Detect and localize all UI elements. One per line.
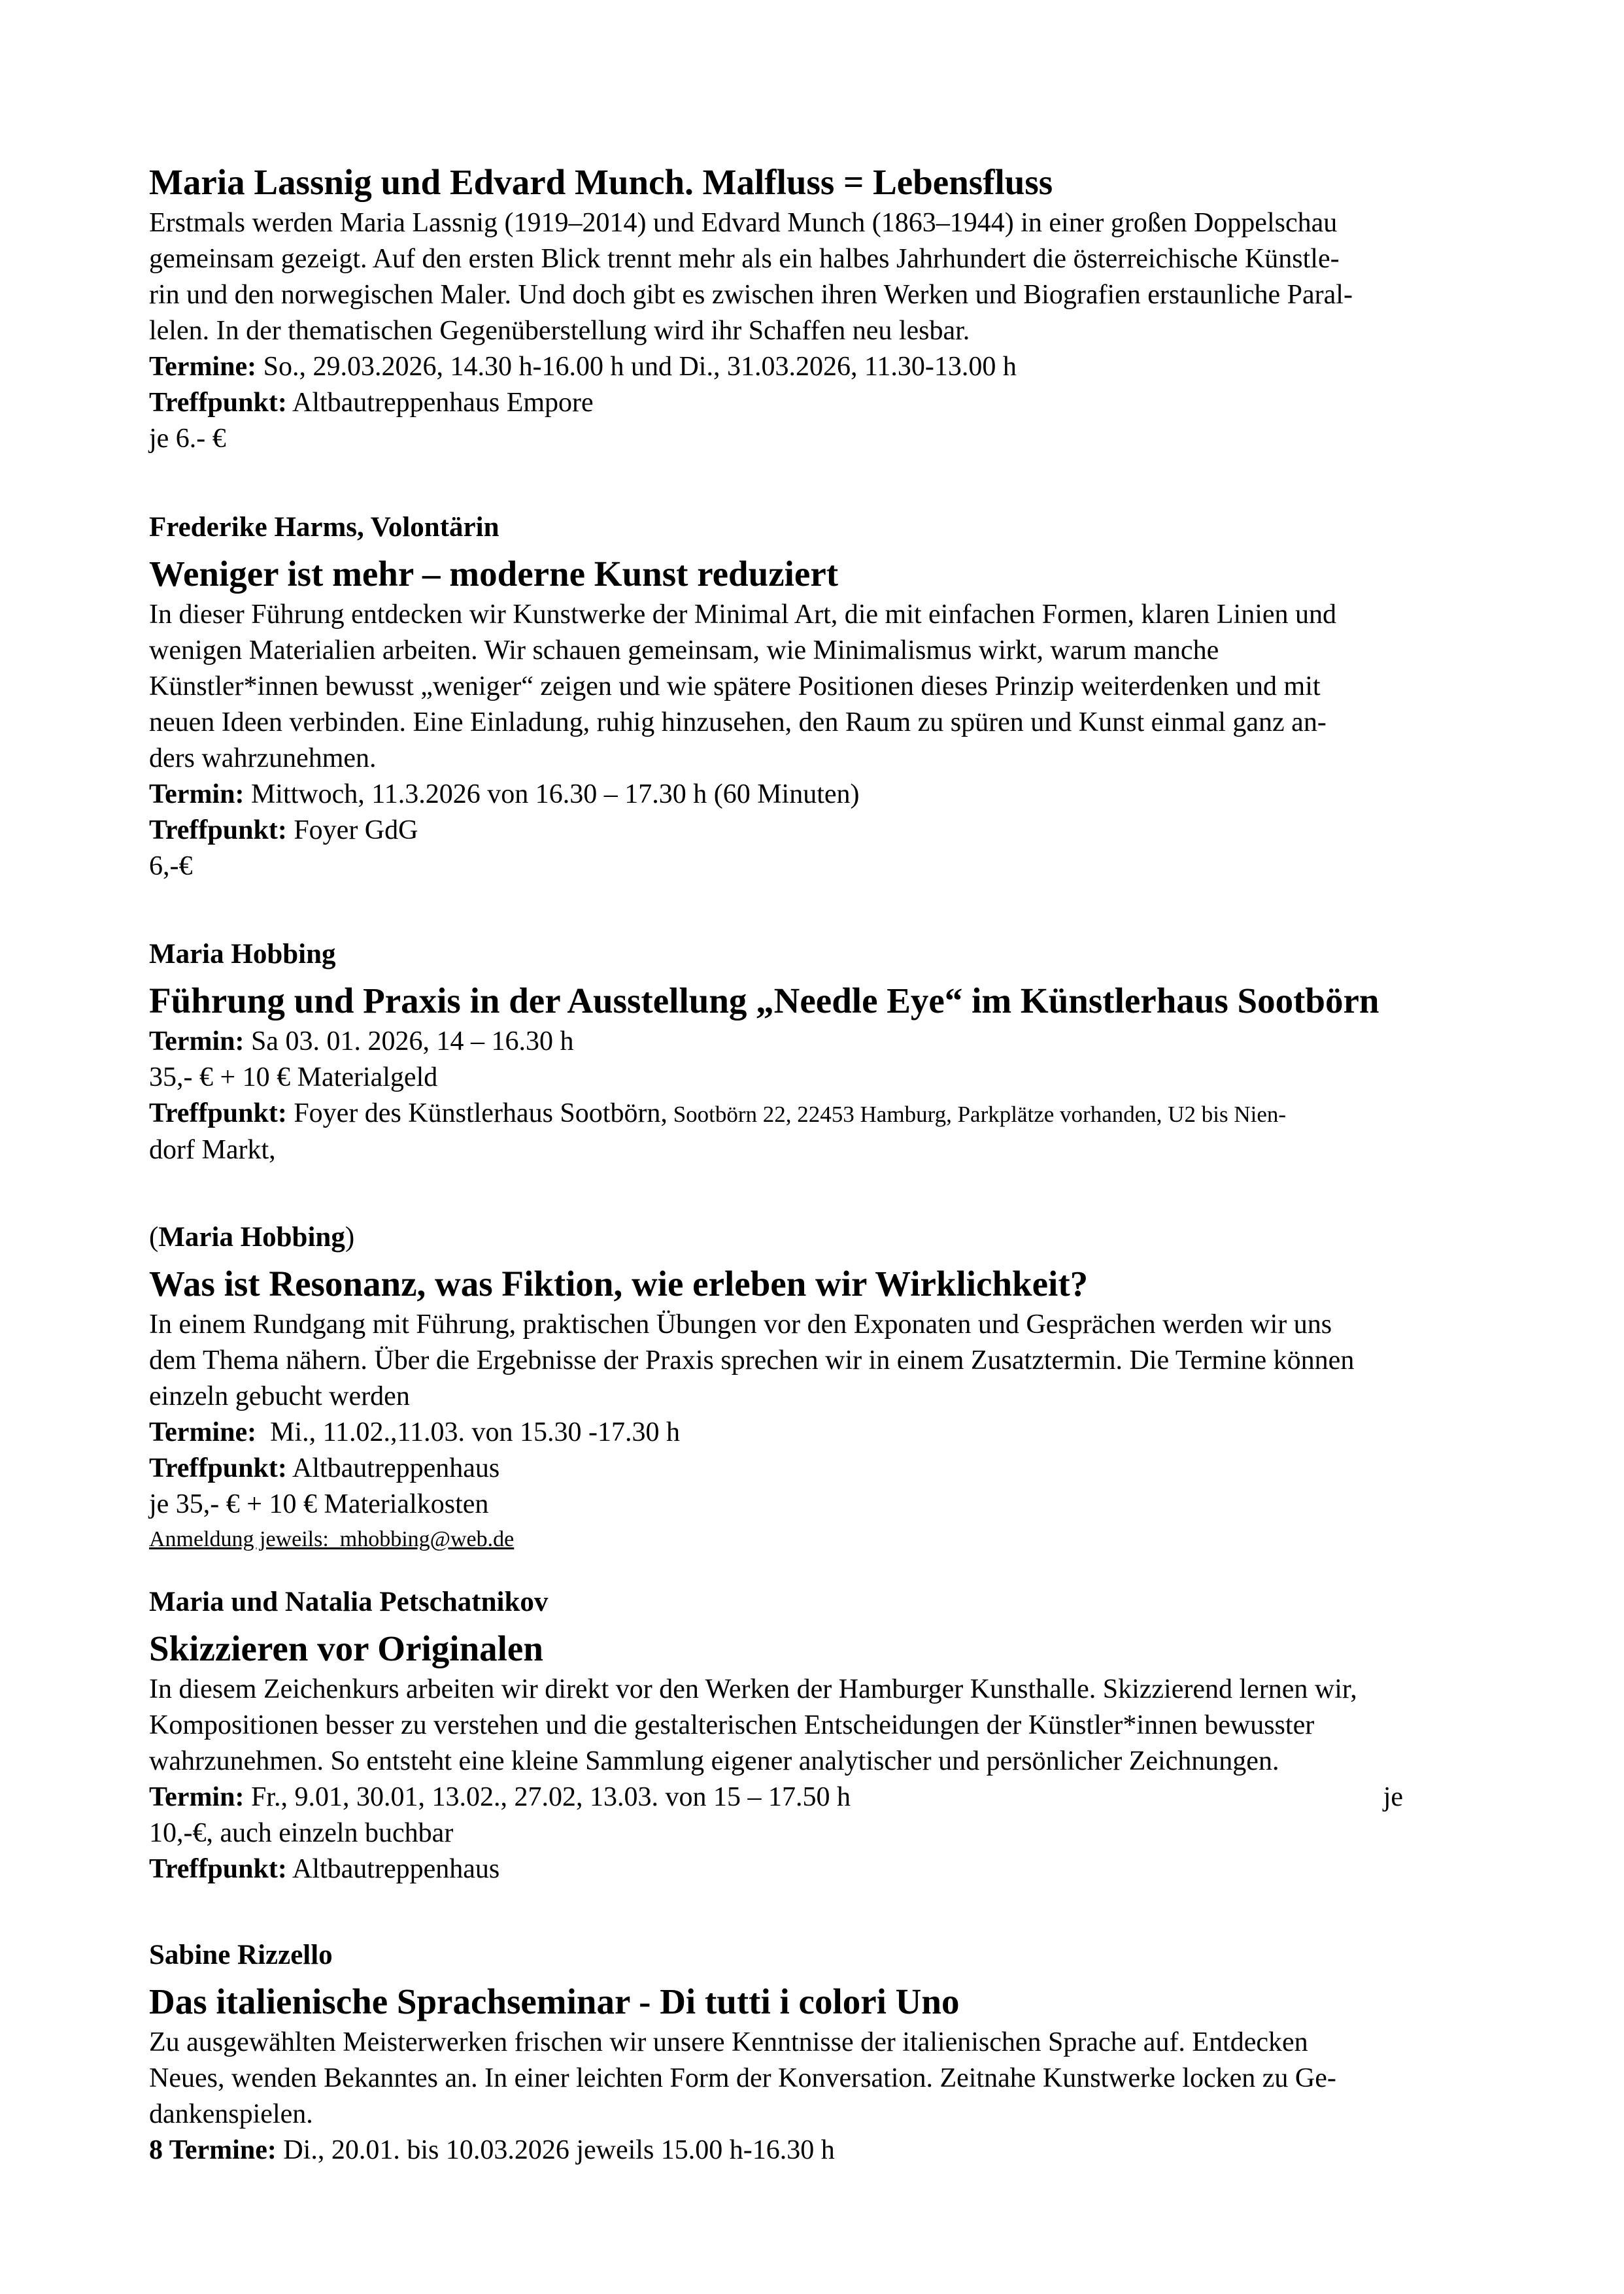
event-resonanz [149,1219,1483,1554]
event-meeting-point [149,1851,1483,1887]
event-price: je 6.- € [149,424,226,454]
dates-value: Mittwoch, 11.3.2026 von 16.30 – 17.30 h (60 Minuten) [244,779,860,809]
event-dates [149,349,1483,385]
event-weniger-ist-mehr [149,509,1483,885]
event-dates [149,1415,1483,1451]
meeting-point-address: Sootbörn 22, 22453 Hamburg, Parkplätze vorhanden, U2 bis Nien- [667,1102,1287,1127]
dates-value: Di., 20.01. bis 10.03.2026 jeweils 15.00 h-16.30 h [276,2135,835,2165]
event-skizzieren [149,1584,1483,1887]
event-author: Frederike Harms, Volontärin [149,512,499,543]
dates-label: Termin: [149,1026,245,1056]
dates-label: Termin: [149,779,245,809]
event-description-line: wenigen Materialien arbeiten. Wir schauen gemeinsam, wie Minimalismus wirkt, warum manche [149,635,1219,666]
event-author: Maria und Natalia Petschatnikov [149,1587,549,1617]
event-meeting-point [149,385,1483,421]
meeting-point-value: Altbautreppenhaus [286,1453,500,1483]
author-name: Maria Hobbing [158,1222,345,1253]
event-dates [149,1780,1483,1815]
dates-value: Mi., 11.02.,11.03. von 15.30 -17.30 h [256,1417,680,1447]
event-description-line: Kompositionen besser zu verstehen und die gestalterischen Entscheidungen der Künstler*innen bewusster [149,1710,1315,1740]
event-title: Weniger ist mehr – moderne Kunst reduziert [149,554,839,594]
event-price: 10,-€, auch einzeln buchbar [149,1818,454,1848]
dates-label: Termine: [149,1417,257,1447]
event-dates [149,1024,1483,1060]
event-meeting-point [149,1451,1483,1487]
event-description-line: Neues, wenden Bekanntes an. In einer leichten Form der Konversation. Zeitnahe Kunstwerke locken zu Ge- [149,2063,1336,2093]
event-description-line: Zu ausgewählten Meisterwerken frischen wir unsere Kenntnisse der italienischen Sprache auf. Entdecken [149,2027,1308,2057]
paren-close: ) [345,1222,355,1253]
event-author [149,1219,1483,1256]
event-meeting-point [149,813,1483,849]
event-title: Das italienische Sprachseminar - Di tutti i colori Uno [149,1982,960,2021]
document-page [149,161,1483,2168]
event-price: je 35,- € + 10 € Materialkosten [149,1489,489,1519]
meeting-point-label: Treffpunkt: [149,388,287,418]
meeting-point-label: Treffpunkt: [149,815,287,845]
event-lassnig-munch [149,161,1483,457]
event-dates [149,2133,1483,2168]
event-description-line: In dieser Führung entdecken wir Kunstwerke der Minimal Art, die mit einfachen Formen, klaren Linien und [149,599,1337,630]
event-description-line: ders wahrzunehmen. [149,743,377,773]
event-description-line: Künstler*innen bewusst „weniger“ zeigen und wie spätere Positionen dieses Prinzip weiterdenken und mit [149,671,1321,701]
event-description-line: dem Thema nähern. Über die Ergebnisse der Praxis sprechen wir in einem Zusatztermin. Die Termine können [149,1345,1355,1375]
registration-link[interactable]: Anmeldung jeweils: mhobbing@web.de [149,1527,515,1551]
event-title: Maria Lassnig und Edvard Munch. Malfluss = Lebensfluss [149,162,1053,202]
meeting-point-label: Treffpunkt: [149,1854,287,1884]
dates-label: Termine: [149,352,257,382]
event-dates [149,777,1483,813]
event-author: Maria Hobbing [149,939,336,970]
dates-label: Termin: [149,1782,245,1812]
event-needle-eye [149,936,1483,1168]
event-description-line: einzeln gebucht werden [149,1381,410,1411]
meeting-point-label: Treffpunkt: [149,1453,287,1483]
event-description-line: dankenspielen. [149,2099,313,2129]
event-description-line: gemeinsam gezeigt. Auf den ersten Blick trennt mehr als ein halbes Jahrhundert die österreichische Künstle- [149,244,1340,274]
event-sprachseminar [149,1937,1483,2168]
event-title: Führung und Praxis in der Ausstellung „Needle Eye“ im Künstlerhaus Sootbörn [149,981,1379,1020]
event-meeting-point-cont: dorf Markt, [149,1135,276,1165]
meeting-point-value: Foyer GdG [286,815,418,845]
event-description-line: In einem Rundgang mit Führung, praktischen Übungen vor den Exponaten und Gesprächen werden wir uns [149,1309,1332,1340]
event-meeting-point [149,1096,1483,1132]
event-title: Was ist Resonanz, was Fiktion, wie erleben wir Wirklichkeit? [149,1264,1089,1304]
event-description-line: rin und den norwegischen Maler. Und doch gibt es zwischen ihren Werken und Biografien erstaunliche Paral- [149,280,1353,310]
event-description-line: In diesem Zeichenkurs arbeiten wir direkt vor den Werken der Hamburger Kunsthalle. Skizzierend lernen wir, [149,1674,1357,1704]
meeting-point-value: Altbautreppenhaus [286,1854,500,1884]
event-description-line: lelen. In der thematischen Gegenüberstellung wird ihr Schaffen neu lesbar. [149,316,970,346]
event-description-line: neuen Ideen verbinden. Eine Einladung, ruhig hinzusehen, den Raum zu spüren und Kunst einmal ganz an- [149,707,1327,737]
event-description-line: wahrzunehmen. So entsteht eine kleine Sammlung eigener analytischer und persönlicher Zeichnungen. [149,1746,1279,1776]
dates-value: Fr., 9.01, 30.01, 13.02., 27.02, 13.03. von 15 – 17.50 h [244,1782,851,1812]
meeting-point-value: Altbautreppenhaus Empore [286,388,594,418]
dates-text [149,1780,851,1815]
event-author: Sabine Rizzello [149,1940,333,1970]
event-price: 6,-€ [149,851,193,881]
meeting-point-label: Treffpunkt: [149,1098,287,1128]
meeting-point-value: Foyer des Künstlerhaus Sootbörn, [286,1098,668,1128]
dates-label: 8 Termine: [149,2135,277,2165]
dates-value: So., 29.03.2026, 14.30 h-16.00 h und Di., 31.03.2026, 11.30-13.00 h [256,352,1017,382]
price-prefix: je [1383,1782,1403,1812]
event-description-line: Erstmals werden Maria Lassnig (1919–2014) und Edvard Munch (1863–1944) in einer großen Doppelschau [149,208,1338,238]
paren-open: ( [149,1222,159,1253]
dates-value: Sa 03. 01. 2026, 14 – 16.30 h [244,1026,574,1056]
event-title: Skizzieren vor Originalen [149,1628,543,1668]
event-price: 35,- € + 10 € Materialgeld [149,1062,438,1092]
